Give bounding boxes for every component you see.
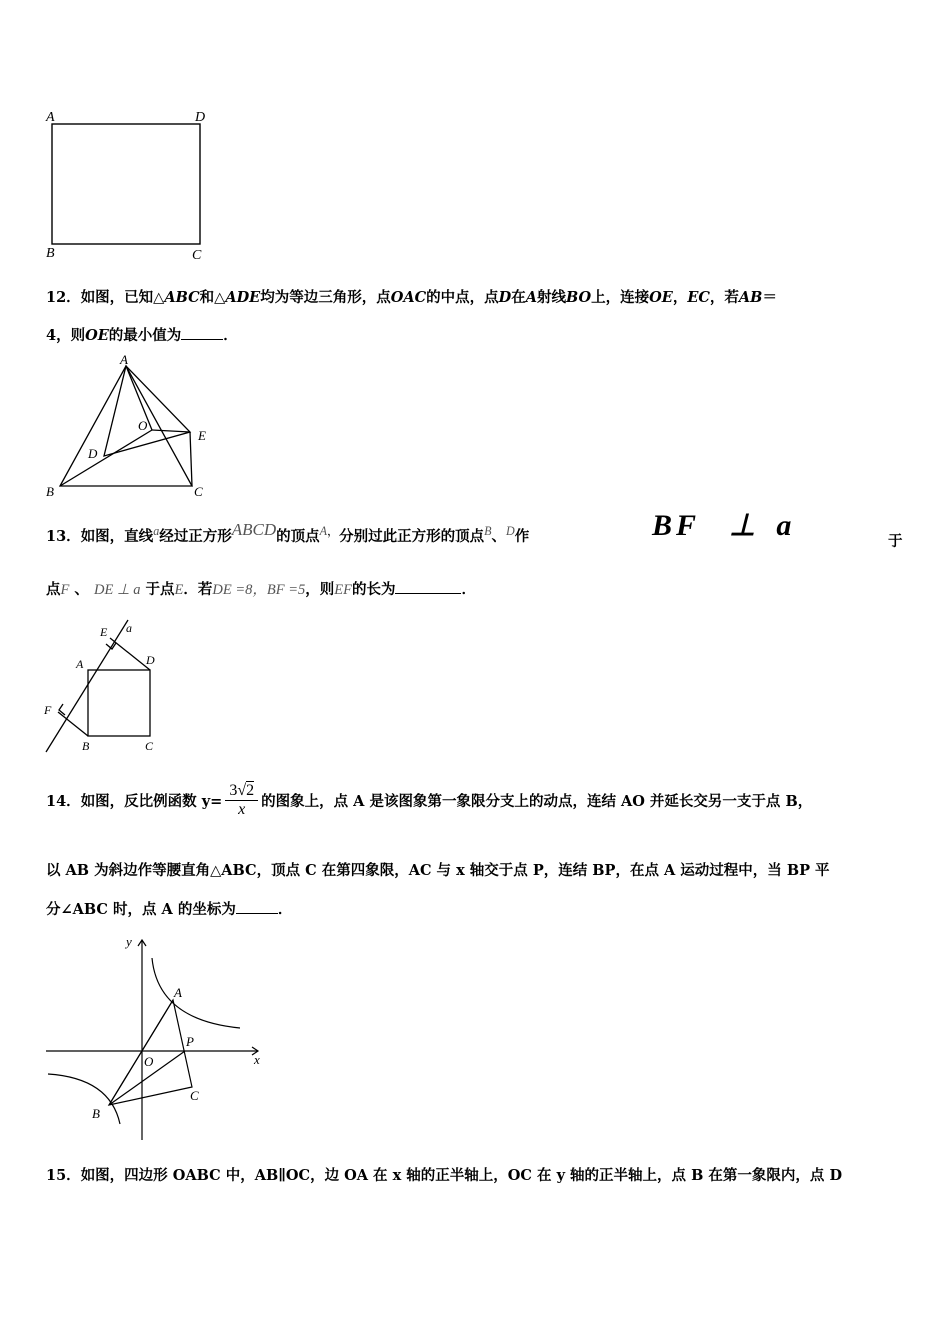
q13-fig-label-c: C xyxy=(145,739,154,753)
q14-text: 分∠ABC 时，点 A 的坐标为 xyxy=(46,901,236,918)
triangle-abc xyxy=(60,366,192,486)
q14-number: 14． xyxy=(46,792,81,810)
q13-fig-label-d: D xyxy=(146,653,155,667)
q14-fraction-numerator xyxy=(225,782,258,801)
q13-fig-label-a-line: a xyxy=(126,621,132,635)
q13-text: ， xyxy=(327,524,340,538)
q13-text: 经过正方形 xyxy=(159,527,232,545)
q13-line2 xyxy=(46,578,476,599)
q12-text: ， xyxy=(672,289,688,306)
q12-text: 的最小值为 xyxy=(108,327,182,344)
q13-bf-value: BF =5 xyxy=(266,582,306,598)
q13-comma: ， xyxy=(252,582,267,598)
figure-square-abcd xyxy=(40,104,220,264)
q12-fig-label-o: O xyxy=(138,418,148,433)
q12-a: A xyxy=(525,289,537,306)
answer-blank xyxy=(181,327,223,340)
q14-fig-label-b: B xyxy=(92,1106,100,1121)
q14-line1 xyxy=(46,772,812,828)
q14-fig-label-o: O xyxy=(144,1054,154,1069)
segment-bf xyxy=(58,712,88,736)
q13-text: 分别过此正方形的顶点 xyxy=(339,527,485,545)
q14-fraction-denominator: x xyxy=(238,800,246,818)
q13-text: ，则 xyxy=(305,581,335,598)
square-abcd-outline xyxy=(52,124,200,244)
q13-f: F xyxy=(60,582,70,598)
figure-q13-square-line xyxy=(40,614,180,758)
q13-text: 的顶点 xyxy=(276,527,320,545)
q12-text: 射线 xyxy=(536,289,566,306)
q13-text: ． xyxy=(461,581,476,598)
q13-perp-big: ⊥ xyxy=(729,509,760,542)
q13-text: 于点 xyxy=(145,581,175,598)
q13-text: 点 xyxy=(46,581,61,598)
q13-fig-label-f: F xyxy=(44,703,52,717)
q13-abcd: ABCD xyxy=(231,520,277,539)
answer-blank xyxy=(236,901,278,914)
q13-fig-label-b: B xyxy=(82,739,90,753)
q12-text: 如图，已知△ xyxy=(80,289,165,306)
q12-text: ． xyxy=(223,327,238,344)
q12-number: 12． xyxy=(46,289,81,306)
q14-fig-label-p: P xyxy=(186,1034,194,1049)
q12-fig-label-e: E xyxy=(198,428,206,443)
q13-ef: EF xyxy=(334,582,352,598)
q13-bf-perp-a xyxy=(652,508,795,543)
q14-line3 xyxy=(46,898,292,919)
q12-text: 在 xyxy=(511,289,526,306)
q12-text: 的中点，点 xyxy=(426,289,499,306)
hyperbola-branch-q1 xyxy=(152,958,240,1028)
line-a xyxy=(46,620,128,752)
segment-ab-through-o xyxy=(109,1000,173,1105)
q14-fig-label-x: x xyxy=(254,1052,260,1067)
q15-text: 如图，四边形 OABC 中，AB∥OC，边 OA 在 x 轴的正半轴上，OC 在 y 轴的正半轴上，点 B 在第一象限内，点 D xyxy=(80,1167,843,1184)
q14-text: 的图象上，点 A 是该图象第一象限分支上的动点，连结 AO 并延长交另一支于点 B， xyxy=(261,792,813,810)
q13-text: 如图，直线 xyxy=(80,527,154,545)
q13-fig-label-a: A xyxy=(76,657,84,671)
q14-fig-label-a: A xyxy=(174,985,182,1000)
q13-text: 的长为 xyxy=(351,581,396,598)
q12-text: ＝ xyxy=(762,289,777,306)
q14-fig-label-c: C xyxy=(190,1088,199,1103)
q13-e: E xyxy=(174,582,184,598)
fig11-label-c: C xyxy=(192,248,202,263)
q12-text: 4，则 xyxy=(46,327,86,344)
q12-text: 和△ xyxy=(199,289,226,306)
q13-text: 于 xyxy=(888,533,903,550)
q13-text: 、 xyxy=(74,581,89,598)
q14-radicand: 2 xyxy=(246,781,255,799)
hyperbola-branch-q3 xyxy=(48,1074,120,1124)
q13-fig-label-e: E xyxy=(100,625,108,639)
q13-bf-big: BF xyxy=(652,509,701,542)
q12-oe: OE xyxy=(85,327,109,344)
q12-text: 上，连接 xyxy=(591,289,650,306)
q14-line2 xyxy=(46,859,830,880)
q12-line1 xyxy=(46,286,777,307)
q12-text: 均为等边三角形，点 xyxy=(260,289,391,306)
sqrt-symbol: √ xyxy=(237,781,247,799)
q15-line1 xyxy=(46,1164,842,1185)
q13-de-perp-a: DE ⊥ a xyxy=(93,582,141,598)
q12-oe: OE xyxy=(649,289,673,306)
q12-ab: AB xyxy=(738,289,763,306)
q12-abc: ABC xyxy=(164,289,200,306)
q14-text: 以 AB 为斜边作等腰直角△ABC，顶点 C 在第四象限，AC 与 x 轴交于点 P，连结 BP，在点 A 运动过程中，当 BP 平 xyxy=(46,862,830,879)
q13-vertex-a: A xyxy=(319,524,328,538)
figure-q14-hyperbola xyxy=(40,930,270,1144)
segment-ec xyxy=(190,432,192,486)
q12-fig-label-d: D xyxy=(88,446,98,461)
q12-text: ，若 xyxy=(709,289,739,306)
q12-fig-label-b: B xyxy=(46,484,54,499)
segment-oe xyxy=(152,430,190,432)
q15-number: 15． xyxy=(46,1167,81,1184)
q12-oac: OAC xyxy=(390,289,427,306)
q14-coef: 3 xyxy=(229,781,238,799)
q13-d: D xyxy=(505,524,515,538)
fig11-label-b: B xyxy=(46,246,55,261)
q13-text: 作 xyxy=(514,527,530,545)
q12-fig-label-a: A xyxy=(120,352,128,367)
right-angle-mark-e xyxy=(106,643,116,649)
q12-bo: BO xyxy=(565,289,592,306)
q14-fraction xyxy=(225,782,258,819)
q13-text: ．若 xyxy=(183,581,213,598)
q12-fig-label-c: C xyxy=(194,484,203,499)
q13-line1 xyxy=(46,520,529,560)
triangle-abc xyxy=(109,1000,192,1105)
q14-text: 如图，反比例函数 y= xyxy=(80,792,223,810)
square-abcd xyxy=(88,670,150,736)
q12-ec: EC xyxy=(687,289,710,306)
q13-b: B xyxy=(484,524,492,538)
q14-text: ． xyxy=(277,901,293,918)
q12-line2 xyxy=(46,324,238,345)
q13-a: a xyxy=(153,524,160,538)
q13-number: 13． xyxy=(46,527,81,545)
q12-ade: ADE xyxy=(225,289,261,306)
q13-yu xyxy=(888,530,903,551)
q13-text: 、 xyxy=(491,527,506,545)
fig11-label-a: A xyxy=(46,110,55,125)
fig11-label-d: D xyxy=(195,110,206,125)
triangle-ade xyxy=(104,366,190,456)
answer-blank xyxy=(395,581,461,594)
figure-q12-triangles xyxy=(40,352,220,500)
segment-de xyxy=(110,638,150,670)
segment-bo xyxy=(60,430,152,486)
q13-a-big: a xyxy=(776,509,796,542)
q12-d: D xyxy=(498,289,512,306)
q13-de-value: DE =8 xyxy=(212,582,253,598)
q14-fig-label-y: y xyxy=(126,934,132,949)
